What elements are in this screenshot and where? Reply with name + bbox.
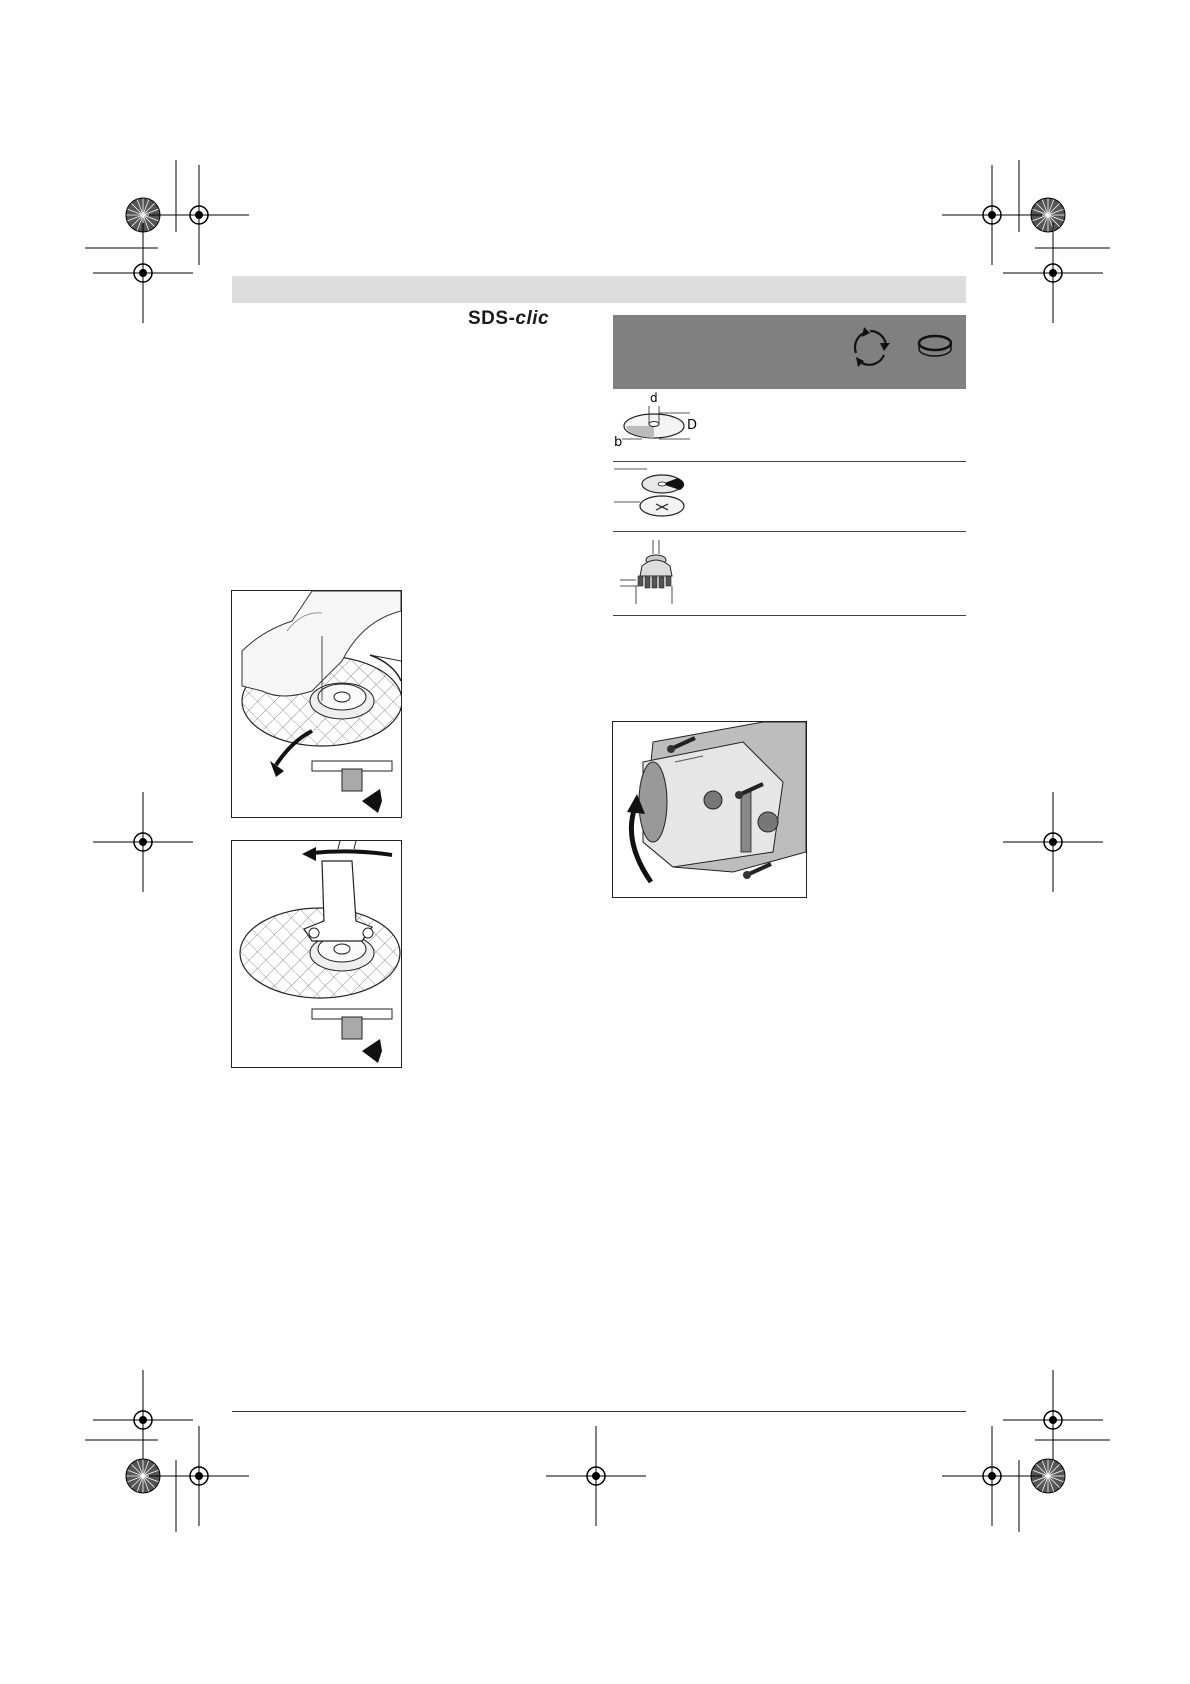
table-header: [613, 315, 966, 389]
logo-suffix: clic: [515, 308, 550, 329]
logo-prefix: SDS-: [468, 308, 516, 329]
label-b: b: [614, 435, 623, 450]
label-D: D: [687, 418, 698, 433]
cup-brush-icon: [612, 540, 702, 616]
figure-hand-tighten-nut: [231, 590, 402, 818]
flap-disc-icon: [612, 466, 702, 528]
figure-pin-wrench-loosen: [231, 840, 402, 1068]
table-row-divider: [613, 461, 966, 462]
sds-clic-logo: [468, 308, 549, 330]
label-d: d: [650, 392, 658, 405]
figure-gear-head-rotation: [612, 721, 807, 898]
grinding-disc-dimensions-icon: [612, 392, 702, 452]
table-row-divider: [613, 615, 966, 616]
header-bar: [232, 276, 966, 303]
table-row-divider: [613, 531, 966, 532]
recycling-arrows-icon: [846, 323, 894, 371]
ring-icon: [915, 331, 955, 359]
footer-rule: [232, 1411, 966, 1412]
